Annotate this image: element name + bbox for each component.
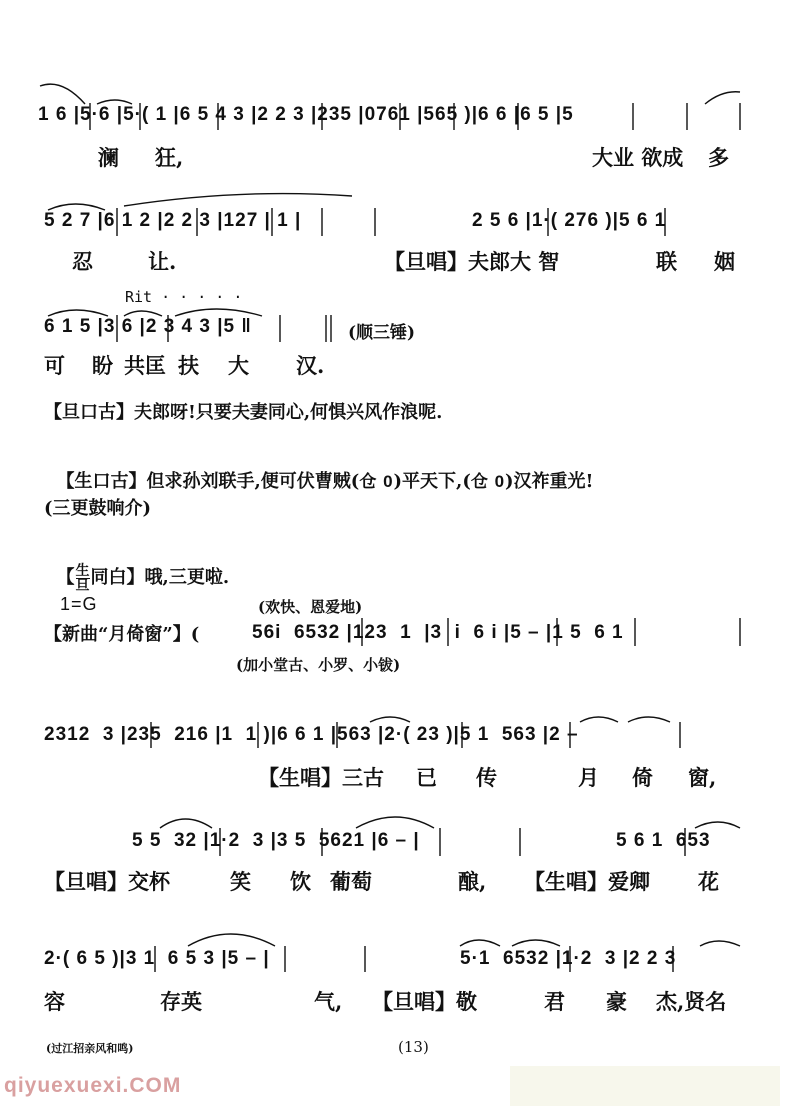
site-watermark: qiyuexuexi.COM: [4, 1074, 182, 1097]
row3-notes: 6 1 5 |3 6 |2 3 4 3 |5 ‖: [44, 316, 252, 337]
row6-lyric-5: 酿,: [458, 869, 487, 894]
row7-lyric-4: 【旦唱】敬: [372, 989, 477, 1014]
row7-lyric-3: 气,: [314, 989, 343, 1014]
stack-top: 生: [75, 562, 90, 579]
dialogue-both-prefix: 【: [56, 567, 75, 588]
row7-notes: 2·( 6 5 )|3 1 6 5 3 |5 – |: [44, 948, 270, 969]
row7-lyric-7: 杰,贤名: [656, 989, 727, 1014]
source-caption: (过江招亲风和鸣): [46, 1042, 134, 1055]
row2-lyric-3: 【旦唱】夫郎大 智: [384, 249, 560, 274]
row3-lyric-3: 共匡: [124, 353, 166, 378]
row5-lyric-4: 月: [578, 765, 599, 790]
row6-notes-right: 5 6 1 653: [616, 830, 711, 851]
row6-lyric-1: 【旦唱】交杯: [44, 869, 170, 894]
row5-lyric-2: 已: [416, 765, 437, 790]
row2-lyric-1: 忍: [72, 249, 93, 274]
page-number: (13): [398, 1038, 429, 1056]
dialogue-sheng-part1: 【生口古】但求孙刘联手,便可伏曹贼(: [56, 471, 360, 492]
row7-notes-right: 5·1 6532 |1·2 3 |2 2 3: [460, 948, 677, 969]
dialogue-sheng-part2: )平天下,(: [393, 471, 471, 492]
new-song-title: 【新曲“月倚窗”】(: [44, 624, 200, 645]
dialogue-sheng-part3: )汉祚重光!: [505, 471, 594, 492]
row3-lyric-5: 大: [228, 353, 249, 378]
expression-mark: (欢快、恩爱地): [258, 598, 363, 616]
gong-hit-2: 仓 0: [470, 472, 506, 491]
row5-lyric-5: 倚: [632, 765, 653, 790]
row6-lyric-2: 笑: [230, 869, 251, 894]
dialogue-both: [44, 542, 229, 593]
stack-bottom: 旦: [75, 577, 90, 594]
row5-lyric-3: 传: [476, 765, 497, 790]
row2-lyric-5: 姻: [714, 249, 735, 274]
row7-lyric-5: 君: [544, 989, 565, 1014]
row6-lyric-4: 葡萄: [330, 869, 372, 894]
percussion-note: (加小堂古、小罗、小钹): [236, 656, 401, 674]
dialogue-dan: 【旦口古】夫郎呀!只要夫妻同心,何惧兴风作浪呢.: [44, 402, 443, 423]
row6-notes: 5 5 32 |1·2 3 |3 5 5621 |6 – |: [132, 830, 420, 851]
row1-lyric-2: 狂,: [155, 145, 184, 170]
row3-lyric-6: 汉.: [296, 353, 325, 378]
tempo-note: (顺三锤): [348, 323, 416, 343]
row5-lyric-6: 窗,: [688, 765, 717, 790]
row3-lyric-4: 扶: [178, 353, 199, 378]
row2-lyric-2: 让.: [148, 249, 177, 274]
row1-lyric-1: 澜: [98, 145, 119, 170]
row5-notes: 2312 3 |235 216 |1 1 )|6 6 1 |563 |2·( 23 )|5 1 563 |2 –: [44, 724, 579, 745]
footer-band: [510, 1066, 780, 1106]
row1-lyric-3: 大业 欲成: [592, 145, 684, 170]
row1-lyric-4: 多: [708, 145, 729, 170]
intro-notes: 56i 6532 |123 1 |3 i 6 i |5 – |1 5 6 1: [252, 622, 624, 643]
row6-lyric-7: 花: [698, 869, 719, 894]
row5-lyric-1: 【生唱】三古: [258, 765, 384, 790]
row2-notes: 5 2 7 |6 1 2 |2 2 3 |127 | 1 |: [44, 210, 302, 231]
row6-lyric-6: 【生唱】爱卿: [524, 869, 650, 894]
ritardando-mark: Rit · · · · ·: [125, 288, 243, 306]
row6-lyric-3: 饮: [290, 869, 311, 894]
row7-lyric-6: 豪: [606, 989, 627, 1014]
row7-lyric-1: 容: [44, 989, 65, 1014]
dialogue-sheng: [44, 446, 593, 493]
row7-lyric-2: 存英: [160, 989, 202, 1014]
stage-direction: (三更鼓响介): [44, 498, 152, 519]
dialogue-both-rest: 同白】哦,三更啦.: [90, 567, 230, 588]
gong-hit-1: 仓 0: [359, 472, 394, 491]
row1-notes: 1 6 |5·6 |5·( 1 |6 5 4 3 |2 2 3 |235 |0761 |565 )|6 6 |6 5 |5: [38, 104, 574, 125]
key-signature: 1=G: [60, 594, 98, 614]
row3-lyric-2: 盼: [92, 353, 113, 378]
row3-lyric-1: 可: [44, 353, 65, 378]
row2-lyric-4: 联: [656, 249, 677, 274]
row2-notes-right: 2 5 6 |1·( 276 )|5 6 1: [472, 210, 667, 231]
